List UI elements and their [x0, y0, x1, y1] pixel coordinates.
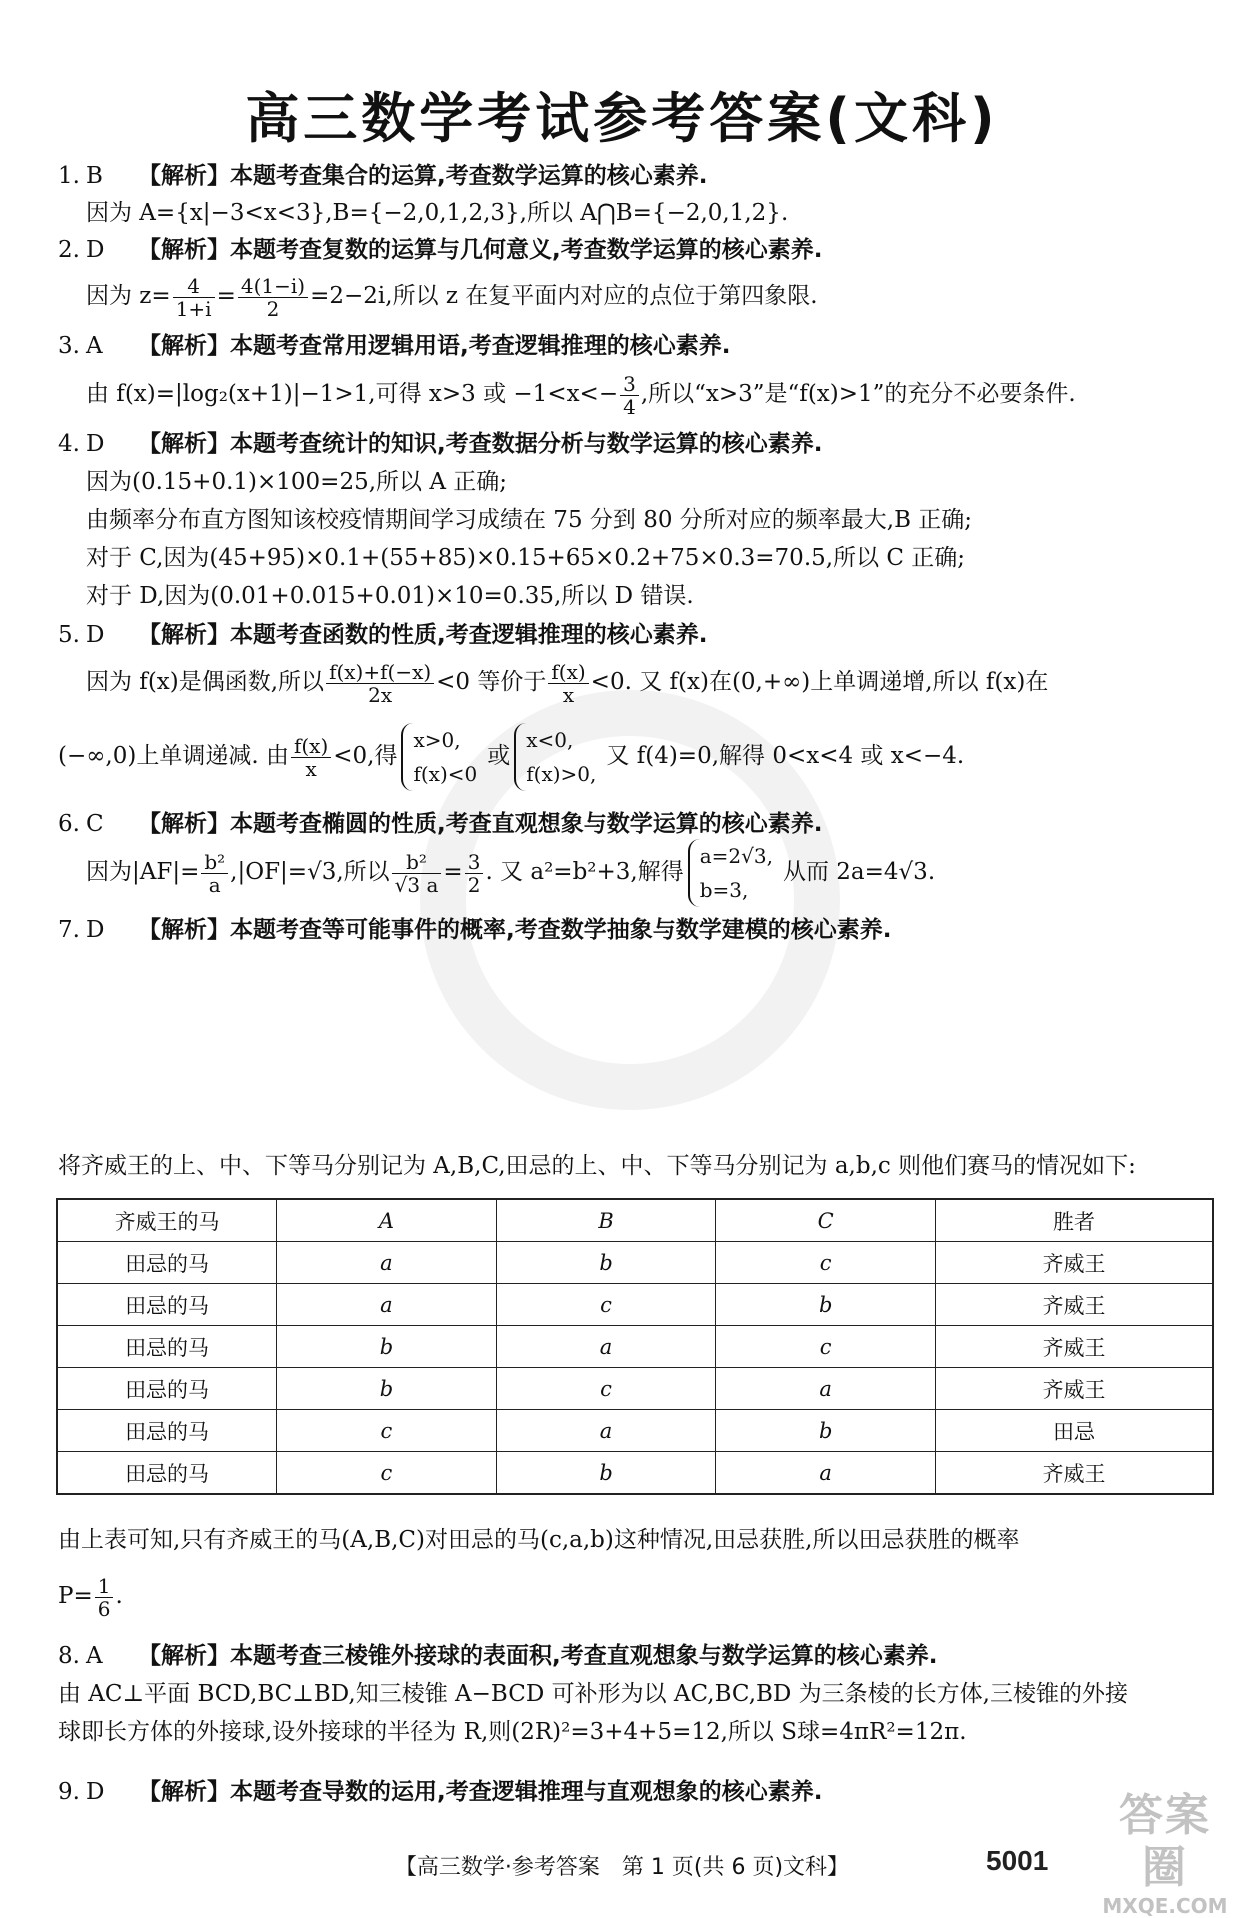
table-cell: b: [496, 1452, 716, 1495]
table-cell: 胜者: [936, 1199, 1214, 1242]
equation-system: x>0, f(x)<0: [401, 723, 483, 791]
table-cell: b: [496, 1242, 716, 1284]
q6-heading: 6. C 【解析】本题考查椭圆的性质,考查直观想象与数学运算的核心素养.: [58, 811, 823, 837]
horse-race-table: [56, 1198, 1214, 1495]
q4-line-3: 对于 C,因为(45+95)×0.1+(55+85)×0.15+65×0.2+75×0.3=70.5,所以 C 正确;: [86, 545, 966, 571]
table-cell: 齐威王: [936, 1452, 1214, 1495]
q8-line-1: 由 AC⊥平面 BCD,BC⊥BD,知三棱锥 A−BCD 可补形为以 AC,BC,BD 为三条棱的长方体,三棱锥的外接: [58, 1681, 1128, 1707]
table-cell: b: [716, 1284, 936, 1326]
table-cell: c: [496, 1284, 716, 1326]
q5-line-1: 因为 f(x)是偶函数,所以 $\frac{f(x)+f(-x)}{2x}$ <0 等价于 $\frac{f(x)}{x}$ <0. 又 f(x)在(0,+∞)上单调递增,所以 f(x)在: [86, 659, 1049, 707]
table-cell: 齐威王的马: [57, 1199, 277, 1242]
q6-line: 因为|AF|= $\frac{\text{b²}}{a}$ ,|OF|=√3,所以 $\frac{\text{b²}}{√3 a}$ = $\frac{3}{2}$ . 又 a²=b²+3,解得 a=2√3, b=3, 从而 2a=4√3.: [86, 836, 935, 908]
q9-heading: 9. D 【解析】本题考查导数的运用,考查逻辑推理与直观想象的核心素养.: [58, 1779, 823, 1805]
q4-line-1: 因为(0.15+0.1)×100=25,所以 A 正确;: [86, 469, 508, 495]
table-cell: 齐威王: [936, 1284, 1214, 1326]
page-footer: 【高三数学·参考答案 第 1 页(共 6 页)文科】: [394, 1855, 850, 1880]
table-cell: c: [496, 1368, 716, 1410]
q5-heading: 5. D 【解析】本题考查函数的性质,考查逻辑推理的核心素养.: [58, 622, 708, 648]
q7-line-1: 将齐威王的上、中、下等马分别记为 A,B,C,田忌的上、中、下等马分别记为 a,b,c 则他们赛马的情况如下:: [58, 1153, 1136, 1179]
table-cell: 田忌的马: [57, 1368, 277, 1410]
fraction: $\frac{f(x)+f(-x)}{2x}$: [326, 661, 434, 706]
fraction: $\frac{4(1-i)}{2}$: [238, 275, 308, 320]
q7-line-3: P= $\frac{1}{6}$ .: [58, 1573, 123, 1621]
q4-line-4: 对于 D,因为(0.01+0.015+0.01)×10=0.35,所以 D 错误.: [86, 583, 694, 609]
fraction: $\frac{f(x)}{x}$: [548, 661, 588, 706]
table-cell: 田忌: [936, 1410, 1214, 1452]
table-cell: a: [496, 1326, 716, 1368]
table-cell: B: [496, 1199, 716, 1242]
q3-line: 由 f(x)=|log₂(x+1)|−1>1,可得 x>3 或 −1<x<− $\frac{3}{4}$ ,所以“x>3”是“f(x)>1”的充分不必要条件.: [86, 371, 1076, 419]
table-cell: c: [277, 1410, 497, 1452]
q1-line: 因为 A={x|−3<x<3},B={−2,0,1,2,3},所以 A⋂B={−2,0,1,2}.: [86, 200, 789, 226]
table-cell: b: [716, 1410, 936, 1452]
table-row: [57, 1368, 1213, 1410]
q8-heading: 8. A 【解析】本题考查三棱锥外接球的表面积,考查直观想象与数学运算的核心素养.: [58, 1643, 938, 1669]
q8-line-2: 球即长方体的外接球,设外接球的半径为 R,则(2R)²=3+4+5=12,所以 S球=4πR²=12π.: [58, 1719, 967, 1745]
equation-system: a=2√3, b=3,: [688, 839, 779, 907]
equation-system: x<0, f(x)>0,: [514, 723, 602, 791]
table-cell: b: [277, 1368, 497, 1410]
fraction: $\frac{\text{b²}}{√3 a}$: [392, 851, 442, 896]
q5-line-2: (−∞,0)上单调递减. 由 $\frac{f(x)}{x}$ <0,得 x>0, f(x)<0 或 x<0, f(x)>0, 又 f(4)=0,解得 0<x<4 或 x<−4.: [58, 720, 964, 792]
fraction: $\frac{f(x)}{x}$: [291, 735, 331, 780]
table-cell: 田忌的马: [57, 1242, 277, 1284]
fraction: $\frac{3}{4}$: [620, 373, 639, 418]
site-watermark-logo: 答案圈 MXQE.COM: [1102, 1790, 1228, 1918]
table-row: [57, 1242, 1213, 1284]
q4-line-2: 由频率分布直方图知该校疫情期间学习成绩在 75 分到 80 分所对应的频率最大,B 正确;: [86, 507, 973, 533]
fraction: $\frac{4}{1+i}$: [173, 275, 215, 320]
page-title: 高三数学考试参考答案(文科): [245, 87, 999, 150]
q2-line: 因为 z= $\frac{4}{1+i}$ = $\frac{4(1-i)}{2}$ =2−2i,所以 z 在复平面内对应的点位于第四象限.: [86, 273, 818, 321]
table-cell: c: [716, 1326, 936, 1368]
q2-heading: 2. D 【解析】本题考查复数的运算与几何意义,考查数学运算的核心素养.: [58, 237, 823, 263]
table-cell: a: [716, 1452, 936, 1495]
table-row: [57, 1452, 1213, 1495]
table-cell: a: [277, 1284, 497, 1326]
table-cell: 田忌的马: [57, 1452, 277, 1495]
q4-heading: 4. D 【解析】本题考查统计的知识,考查数据分析与数学运算的核心素养.: [58, 431, 823, 457]
table-cell: 田忌的马: [57, 1284, 277, 1326]
table-cell: 田忌的马: [57, 1326, 277, 1368]
q1-heading: 1. B 【解析】本题考查集合的运算,考查数学运算的核心素养.: [58, 163, 708, 189]
table-cell: a: [716, 1368, 936, 1410]
table-header-row: [57, 1199, 1213, 1242]
table-cell: b: [277, 1326, 497, 1368]
table-cell: c: [277, 1452, 497, 1495]
table-cell: 齐威王: [936, 1242, 1214, 1284]
fraction: $\frac{1}{6}$: [95, 1575, 114, 1620]
table-row: [57, 1410, 1213, 1452]
fraction: $\frac{\text{b²}}{a}$: [201, 851, 228, 896]
table-cell: a: [277, 1242, 497, 1284]
fraction: $\frac{3}{2}$: [465, 851, 484, 896]
table-cell: c: [716, 1242, 936, 1284]
table-cell: C: [716, 1199, 936, 1242]
q7-line-2: 由上表可知,只有齐威王的马(A,B,C)对田忌的马(c,a,b)这种情况,田忌获胜,所以田忌获胜的概率: [58, 1527, 1020, 1553]
table-cell: 田忌的马: [57, 1410, 277, 1452]
table-cell: A: [277, 1199, 497, 1242]
paper-code: 5001: [986, 1845, 1049, 1876]
table-row: [57, 1326, 1213, 1368]
table-row: [57, 1284, 1213, 1326]
table-cell: 齐威王: [936, 1326, 1214, 1368]
q7-heading: 7. D 【解析】本题考查等可能事件的概率,考查数学抽象与数学建模的核心素养.: [58, 917, 892, 943]
table-cell: 齐威王: [936, 1368, 1214, 1410]
table-cell: a: [496, 1410, 716, 1452]
q3-heading: 3. A 【解析】本题考查常用逻辑用语,考查逻辑推理的核心素养.: [58, 333, 731, 359]
